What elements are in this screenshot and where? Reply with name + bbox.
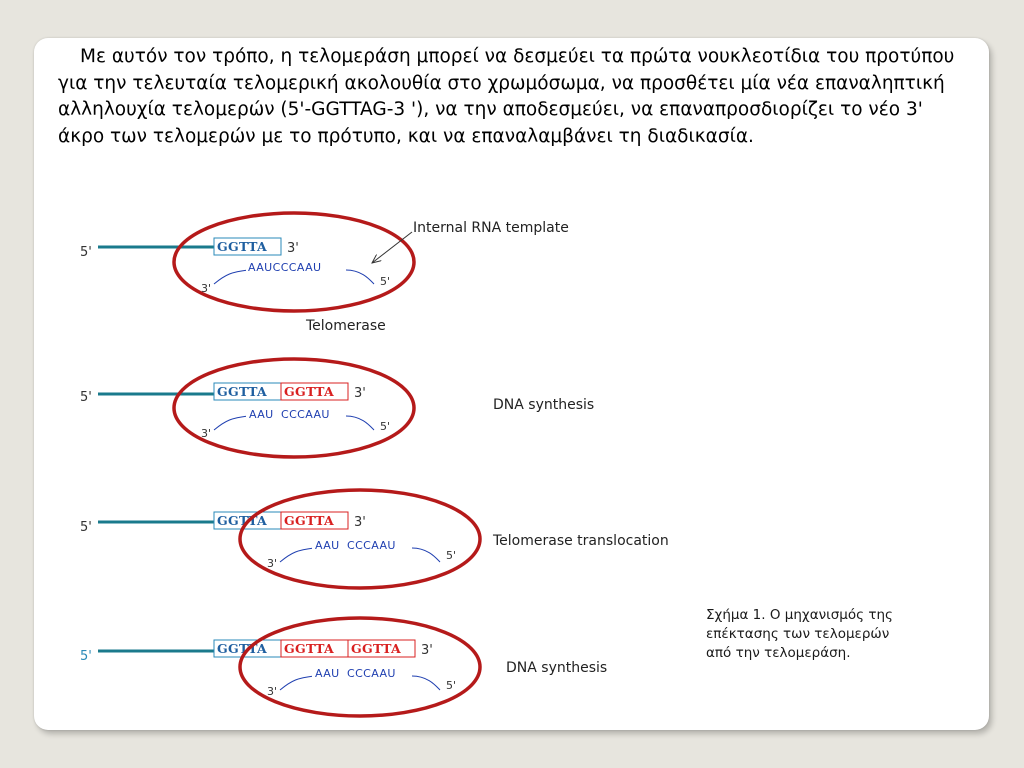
strand-5prime-label: 5' — [80, 520, 92, 535]
rna-segment-a: AAU — [249, 408, 274, 421]
rna-segment-a: AAU — [315, 667, 340, 680]
rna-segment-a: AAU — [315, 539, 340, 552]
repeat-sequence: GGTTA — [217, 641, 268, 656]
repeat-sequence: GGTTA — [217, 239, 268, 254]
new-repeat-sequence: GGTTA — [284, 513, 335, 528]
strand-3prime-label: 3' — [354, 386, 366, 401]
strand-3prime-label: 3' — [421, 643, 433, 658]
rna-5prime-label: 5' — [446, 549, 457, 562]
strand-3prime-label: 3' — [287, 241, 299, 256]
strand-5prime-label: 5' — [80, 649, 92, 664]
strand-5prime-label: 5' — [80, 245, 92, 260]
step-1 — [80, 213, 569, 334]
new-repeat-sequence-2: GGTTA — [351, 641, 402, 656]
step-3 — [80, 490, 669, 588]
strand-5prime-label: 5' — [80, 390, 92, 405]
rna-3prime-label: 3' — [267, 685, 278, 698]
new-repeat-sequence: GGTTA — [284, 641, 335, 656]
internal-rna-template-label: Internal RNA template — [413, 220, 569, 236]
repeat-sequence: GGTTA — [217, 384, 268, 399]
body-paragraph: Με αυτόν τον τρόπο, η τελομεράση μπορεί να δεσμεύει τα πρώτα νουκλεοτίδια του προτύπου για την τελευταία τελομερική ακολουθία στο χρωμόσωμα, να προσθέτει μία νέα επαναληπτική αλληλουχία τελομερών (5'-GGTTAG-3 '), να την αποδεσμεύει, να επαναπροσδιορίζει το νέο 3' άκρο των τελομερών με το πρότυπο, και να επαναλαμβάνει τη διαδικασία. — [58, 46, 955, 147]
rna-3prime-label: 3' — [267, 557, 278, 570]
rna-segment-b: CCCAAU — [347, 539, 396, 552]
step-4 — [80, 618, 607, 716]
rna-segment-b: CCCAAU — [347, 667, 396, 680]
strand-3prime-label: 3' — [354, 515, 366, 530]
new-repeat-sequence: GGTTA — [284, 384, 335, 399]
repeat-sequence: GGTTA — [217, 513, 268, 528]
rna-3prime-label: 3' — [201, 427, 212, 440]
figure-caption: Σχήμα 1. Ο μηχανισμός της επέκτασης των τελομερών από την τελομεράση. — [706, 607, 893, 661]
rna-template-sequence: AAUCCCAAU — [248, 261, 322, 274]
rna-3prime-label: 3' — [201, 282, 212, 295]
dna-synthesis-label: DNA synthesis — [493, 397, 595, 413]
rna-segment-b: CCCAAU — [281, 408, 330, 421]
rna-5prime-label: 5' — [380, 275, 391, 288]
dna-synthesis-label: DNA synthesis — [506, 660, 608, 676]
rna-5prime-label: 5' — [380, 420, 391, 433]
translocation-label: Telomerase translocation — [493, 533, 669, 549]
pointer-arrow — [372, 232, 412, 263]
telomerase-label: Telomerase — [306, 318, 386, 334]
step-2 — [80, 359, 594, 457]
rna-5prime-label: 5' — [446, 679, 457, 692]
